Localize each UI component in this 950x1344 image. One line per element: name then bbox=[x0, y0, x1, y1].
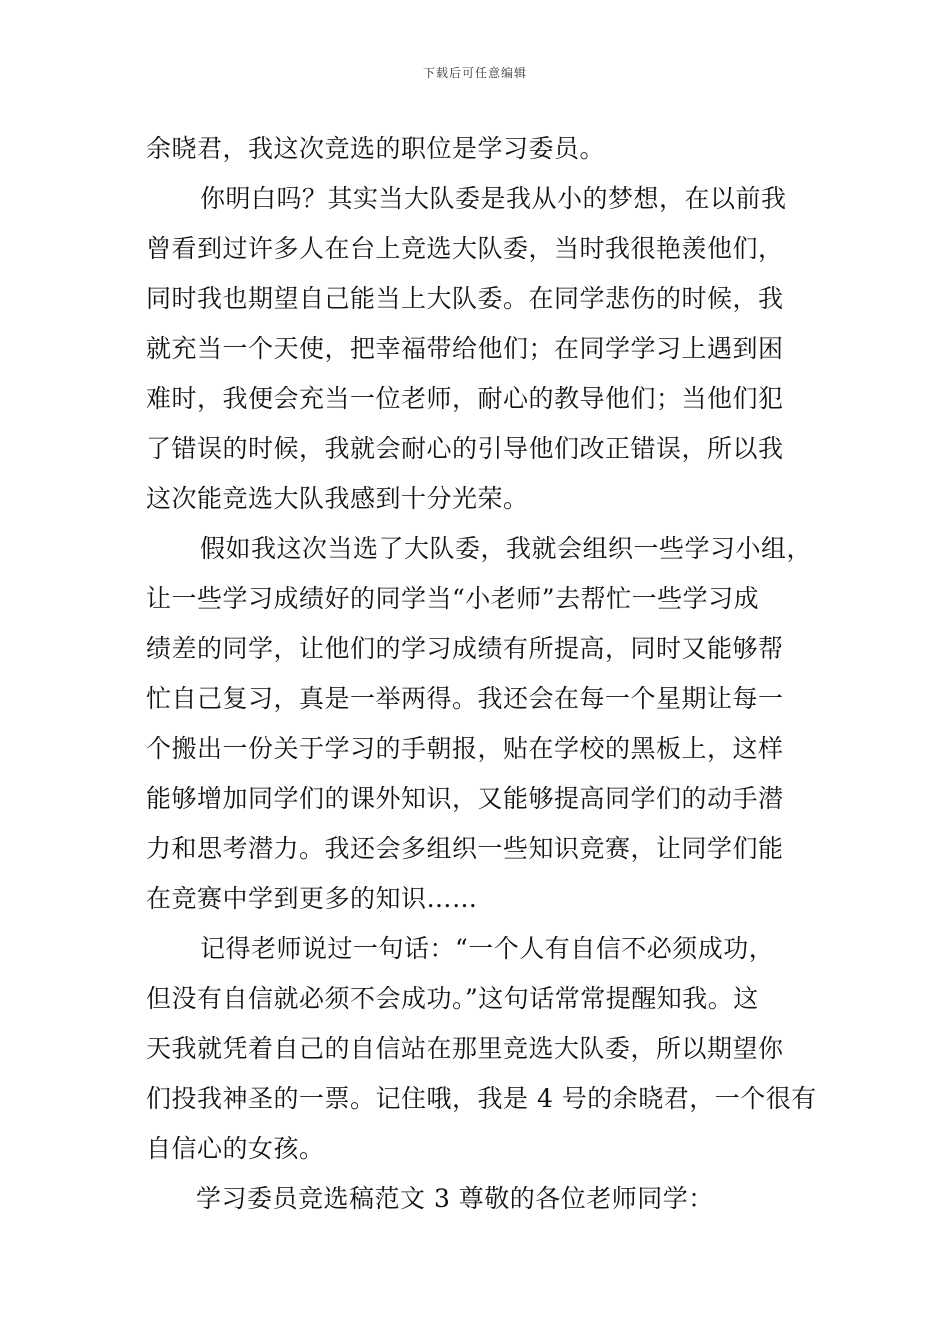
document-body bbox=[146, 128, 826, 1228]
text-line: 难时，我便会充当一位老师，耐心的教导他们；当他们犯 bbox=[146, 384, 784, 413]
text-line: 天我就凭着自己的自信站在那里竞选大队委，所以期望你 bbox=[146, 1034, 784, 1063]
paragraph-start-line: 你明白吗？其实当大队委是我从小的梦想，在以前我 bbox=[200, 184, 787, 213]
text-line: 个搬出一份关于学习的手朝报，贴在学校的黑板上，这样 bbox=[146, 734, 784, 763]
text-line: 同时我也期望自己能当上大队委。在同学悲伤的时候，我 bbox=[146, 284, 784, 313]
text-line: 忙自己复习，真是一举两得。我还会在每一个星期让每一 bbox=[146, 684, 784, 713]
paragraph-start-line: 记得老师说过一句话：“一个人有自信不必须成功， bbox=[200, 934, 775, 963]
text-line: 们投我神圣的一票。记住哦，我是 4 号的余晓君，一个很有 bbox=[146, 1084, 817, 1113]
text-line: 能够增加同学们的课外知识，又能够提高同学们的动手潜 bbox=[146, 784, 784, 813]
text-line: 就充当一个天使，把幸福带给他们；在同学学习上遇到困 bbox=[146, 334, 784, 363]
text-line: 力和思考潜力。我还会多组织一些知识竞赛，让同学们能 bbox=[146, 834, 784, 863]
text-line: 这次能竞选大队我感到十分光荣。 bbox=[146, 484, 529, 513]
text-line: 绩差的同学，让他们的学习成绩有所提高，同时又能够帮 bbox=[146, 634, 784, 663]
section-heading-line: 学习委员竞选稿范文 3 尊敬的各位老师同学： bbox=[196, 1184, 714, 1213]
page-header: 下载后可任意编辑 bbox=[422, 66, 527, 80]
text-line: 了错误的时候，我就会耐心的引导他们改正错误，所以我 bbox=[146, 434, 784, 463]
text-line: 自信心的女孩。 bbox=[146, 1134, 325, 1163]
text-line: 余晓君，我这次竞选的职位是学习委员。 bbox=[146, 134, 606, 163]
paragraph-start-line: 假如我这次当选了大队委，我就会组织一些学习小组， bbox=[200, 534, 813, 563]
text-line: 曾看到过许多人在台上竞选大队委，当时我很艳羡他们， bbox=[146, 234, 784, 263]
text-line: 在竞赛中学到更多的知识…… bbox=[146, 884, 478, 913]
text-line: 但没有自信就必须不会成功。”这句话常常提醒知我。这 bbox=[146, 984, 759, 1013]
text-line: 让一些学习成绩好的同学当“小老师”去帮忙一些学习成 bbox=[146, 584, 760, 613]
